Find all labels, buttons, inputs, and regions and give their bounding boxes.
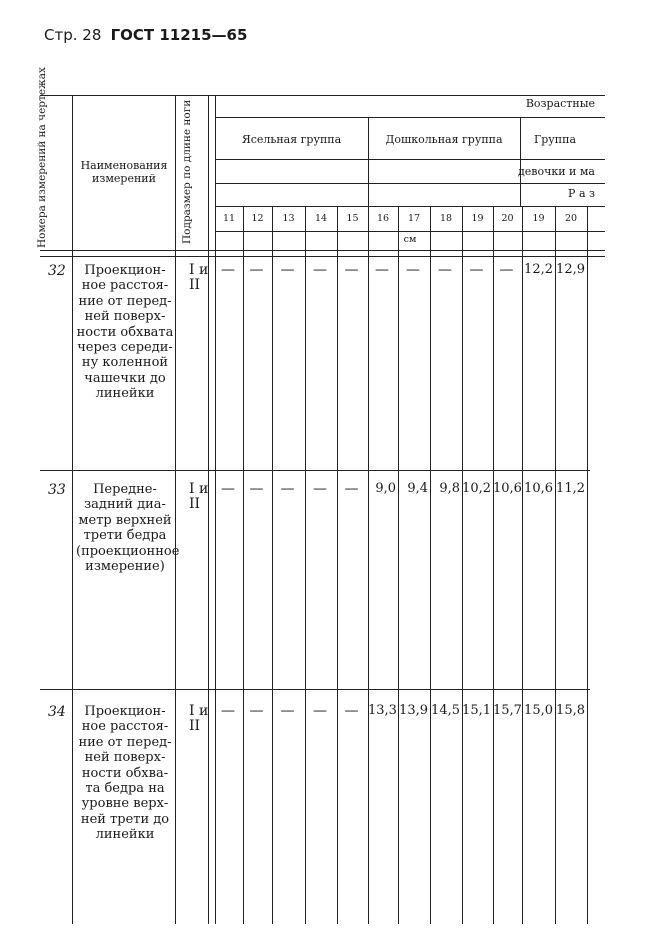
value-cell: —: [221, 262, 235, 278]
value-cell: —: [499, 262, 514, 278]
value-cell: 15,7: [493, 703, 522, 718]
size-col-divider: [493, 206, 494, 924]
value-cell: 11,2: [556, 481, 585, 496]
measurement-name-line: ности обхвата: [76, 324, 174, 340]
measurement-name-line: задний диа-: [84, 497, 166, 513]
row-33-bottom-rule: [40, 689, 590, 690]
col-number-header: Номера измерений на чертежах: [36, 67, 48, 248]
value-cell: 9,8: [439, 481, 460, 496]
subsize-line: II: [189, 277, 201, 293]
age-rule: [215, 117, 605, 118]
col-number-divider: [72, 95, 73, 924]
page-header: [44, 26, 247, 44]
subsize-line: II: [189, 718, 201, 734]
size-number-cell: 16: [376, 213, 390, 224]
measurement-name-line: ности обхва-: [81, 765, 169, 781]
value-cell: 10,2: [462, 481, 491, 496]
standard-title: ГОСТ 11215—65: [110, 26, 248, 44]
size-col-divider: [337, 206, 338, 924]
measurement-name-line: ну коленной: [81, 355, 169, 371]
value-cell: 15,8: [556, 703, 585, 718]
value-cell: 13,9: [399, 703, 428, 718]
value-cell: 12,2: [524, 262, 553, 277]
group-school: Группа: [533, 133, 577, 146]
value-cell: 15,1: [462, 703, 491, 718]
measurement-name-line: чашечки до: [84, 370, 166, 386]
age-header: Возрастные: [525, 97, 595, 110]
value-cell: —: [249, 481, 264, 497]
size-col-divider: [272, 206, 273, 924]
subsize-value: [189, 704, 208, 734]
measurement-name-line: измерение): [85, 559, 165, 575]
size-number-cell: 19: [471, 213, 484, 224]
measurement-name-line: ние от перед-: [78, 734, 172, 750]
size-number-cell: 19: [532, 213, 545, 224]
measurement-name: [76, 263, 174, 402]
size-col-divider: [243, 206, 244, 924]
value-cell: —: [406, 262, 420, 278]
col-name-header: Наименования измерений: [80, 159, 168, 185]
size-col-divider: [398, 206, 399, 924]
col-name-divider: [175, 95, 176, 924]
value-cell: —: [313, 703, 327, 719]
value-cell: —: [280, 703, 295, 719]
subsize-line: II: [189, 496, 201, 512]
value-cell: —: [280, 481, 295, 497]
size-number-cell: 13: [282, 213, 295, 224]
value-cell: 13,3: [368, 703, 397, 718]
row-number: 34: [48, 704, 66, 720]
value-cell: —: [344, 703, 359, 719]
table-top-rule: [40, 95, 605, 96]
size-col-divider: [587, 206, 588, 924]
sizes-rule: [215, 206, 605, 207]
measurement-name: [76, 704, 174, 843]
size-col-divider: [555, 206, 556, 924]
measurement-name-line: линейки: [95, 827, 155, 843]
unit-label: см: [403, 234, 417, 245]
measurement-name: [76, 482, 180, 575]
measurement-name-line: ней поверх-: [84, 750, 166, 766]
measurement-name-line: ней поверх-: [84, 309, 166, 325]
page-number: Стр. 28: [44, 26, 102, 44]
subsize-line: I и: [189, 481, 209, 497]
size-number-cell: 11: [222, 213, 236, 224]
value-cell: —: [221, 481, 235, 497]
row-32-bottom-rule: [40, 470, 590, 471]
row-number: 33: [48, 482, 66, 498]
measurement-name-line: Передне-: [93, 482, 157, 497]
header-bottom-rule-2: [40, 256, 605, 257]
size-number-cell: 17: [407, 213, 421, 224]
subsize-value: [189, 482, 208, 512]
measurement-name-line: ное расстоя-: [81, 278, 169, 294]
value-cell: 12,9: [556, 262, 585, 277]
header-bottom-rule: [40, 250, 605, 251]
group-divider-1: [368, 117, 369, 206]
value-cell: 14,5: [431, 703, 460, 718]
value-cell: —: [249, 262, 264, 278]
size-col-divider: [368, 206, 369, 924]
measurement-name-line: уровне верх-: [81, 796, 169, 812]
subsize-value: [189, 263, 208, 293]
value-cell: 10,6: [493, 481, 522, 496]
size-number-cell: 20: [564, 213, 578, 224]
size-col-divider: [430, 206, 431, 924]
sizes-label: Р а з: [568, 187, 595, 200]
value-cell: —: [469, 262, 484, 278]
group-preschool: Дошкольная группа: [385, 133, 503, 146]
measurement-name-line: через середи-: [77, 340, 173, 356]
value-cell: —: [249, 703, 264, 719]
size-col-divider: [462, 206, 463, 924]
size-numbers-rule: [215, 231, 605, 232]
gender-rule: [215, 183, 605, 184]
size-number-cell: 20: [501, 213, 514, 224]
measurement-name-line: ней трети до: [80, 811, 170, 827]
value-cell: —: [375, 262, 389, 278]
size-number-cell: 14: [314, 213, 328, 224]
measurement-name-line: ное расстоя-: [81, 719, 169, 735]
subsize-line: I и: [189, 703, 209, 719]
size-col-divider: [305, 206, 306, 924]
value-cell: 9,0: [375, 481, 396, 496]
row-number: 32: [48, 263, 66, 279]
value-cell: 9,4: [407, 481, 428, 496]
measurement-name-line: та бедра на: [85, 781, 165, 797]
value-cell: —: [280, 262, 295, 278]
value-cell: —: [221, 703, 235, 719]
value-cell: —: [313, 481, 327, 497]
size-col-divider: [522, 206, 523, 924]
group-nursery: Ясельная группа: [241, 133, 342, 146]
measurement-name-line: Проекцион-: [84, 704, 166, 719]
value-cell: —: [438, 262, 452, 278]
value-cell: —: [344, 262, 359, 278]
measurement-name-line: линейки: [95, 386, 155, 402]
col-subsize-header: Подразмер по длине ноги: [181, 99, 193, 244]
size-number-cell: 18: [439, 213, 453, 224]
value-cell: —: [344, 481, 359, 497]
groups-rule: [215, 159, 605, 160]
value-cell: 15,0: [524, 703, 553, 718]
value-cell: —: [313, 262, 327, 278]
gender-label: девочки и ма: [517, 165, 595, 178]
measurement-name-line: трети бедра: [83, 528, 167, 544]
measurement-name-line: (проекционное: [76, 543, 180, 559]
measurement-name-line: Проекцион-: [84, 263, 166, 278]
measurement-name-line: ние от перед-: [78, 293, 172, 309]
measurement-name-line: метр верхней: [78, 512, 172, 528]
value-cell: 10,6: [524, 481, 553, 496]
size-number-cell: 15: [346, 213, 359, 224]
subsize-line: I и: [189, 262, 209, 278]
size-number-cell: 12: [251, 213, 264, 224]
